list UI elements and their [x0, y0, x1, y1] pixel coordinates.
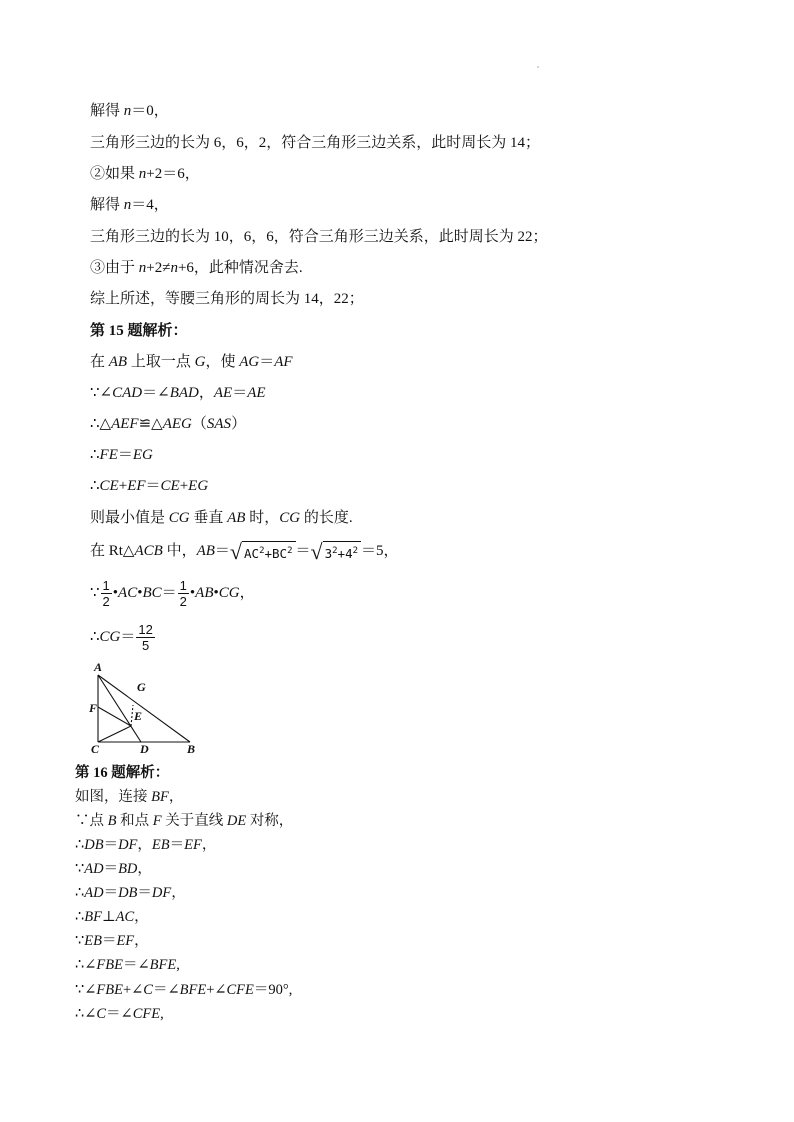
- text-line: 三角形三边的长为 10，6，6，符合三角形三边关系，此时周长为 22；: [90, 229, 548, 245]
- label-d: D: [140, 742, 149, 756]
- fraction: $\frac{12}{5}$: [138, 622, 153, 654]
- page-mark: [537, 66, 539, 68]
- geometry-figure: [84, 658, 204, 758]
- text-line: ∵∠CAD＝∠BAD，AE＝AE: [90, 385, 266, 401]
- text-line: 在 AB 上取一点 G，使 AG＝AF: [90, 354, 293, 370]
- formula-line: 在 Rt△ACB 中，AB＝ √ $AC^2+BC^2$ ＝ √ $3^2+4^2$ ＝5，: [90, 538, 399, 564]
- text-line: ∴AD＝DB＝DF，: [75, 885, 186, 901]
- text-line: ③由于 n+2≠n+6，此种情况舍去.: [90, 260, 303, 276]
- segment-ce: [98, 726, 131, 742]
- text-line: ∵∠FBE+∠C＝∠BFE+∠CFE＝90°,: [75, 982, 293, 998]
- text-line: ∴∠FBE＝∠BFE,: [75, 957, 180, 973]
- text-line: ∵AD＝BD，: [75, 861, 152, 877]
- text-line: ②如果 n+2＝6，: [90, 166, 200, 182]
- text-line: ∴△AEF≌△AEG（SAS）: [90, 416, 247, 432]
- section-heading-15: 第 15 题解析：: [90, 323, 188, 339]
- text-line: ∴CE+EF＝CE+EG: [90, 478, 209, 494]
- segment-eg: [131, 705, 133, 726]
- text-line: ∴FE＝EG: [90, 447, 153, 463]
- text-line: ∵点 B 和点 F 关于直线 DE 对称，: [75, 813, 294, 829]
- text-line: ∴DB＝DF，EB＝EF，: [75, 837, 217, 853]
- formula-line: ∵ $\frac{1}{2}$ •AC•BC＝ $\frac{1}{2}$ •AB•CG，: [90, 578, 255, 610]
- text-line: ∴BF⊥AC，: [75, 909, 149, 925]
- segment-fe: [98, 707, 131, 726]
- label-a: A: [94, 660, 103, 674]
- square-root: √ $AC^2+BC^2$: [230, 541, 296, 563]
- section-heading-16: 第 16 题解析：: [75, 765, 170, 781]
- square-root: √ $3^2+4^2$: [311, 541, 362, 563]
- text-line: 三角形三边的长为 6，6，2，符合三角形三边关系，此时周长为 14；: [90, 135, 541, 151]
- label-c: C: [91, 742, 100, 756]
- label-g: G: [137, 680, 146, 694]
- fraction: $\frac{1}{2}$: [102, 578, 110, 610]
- text-line: 解得 n＝0，: [90, 103, 169, 119]
- text-line: ∴∠C＝∠CFE,: [75, 1006, 164, 1022]
- label-f: F: [89, 701, 98, 715]
- text-line: 综上所述，等腰三角形的周长为 14，22；: [90, 291, 364, 307]
- text-line: 则最小值是 CG 垂直 AB 时，CG 的长度.: [90, 510, 353, 526]
- label-b: B: [187, 742, 196, 756]
- formula-line: ∴CG＝ $\frac{12}{5}$: [90, 622, 153, 654]
- text-line: ∵EB＝EF，: [75, 933, 149, 949]
- label-e: E: [134, 709, 143, 723]
- text-line: 解得 n＝4，: [90, 197, 169, 213]
- fraction: $\frac{1}{2}$: [179, 578, 187, 610]
- text-line: 如图，连接 BF，: [75, 789, 184, 805]
